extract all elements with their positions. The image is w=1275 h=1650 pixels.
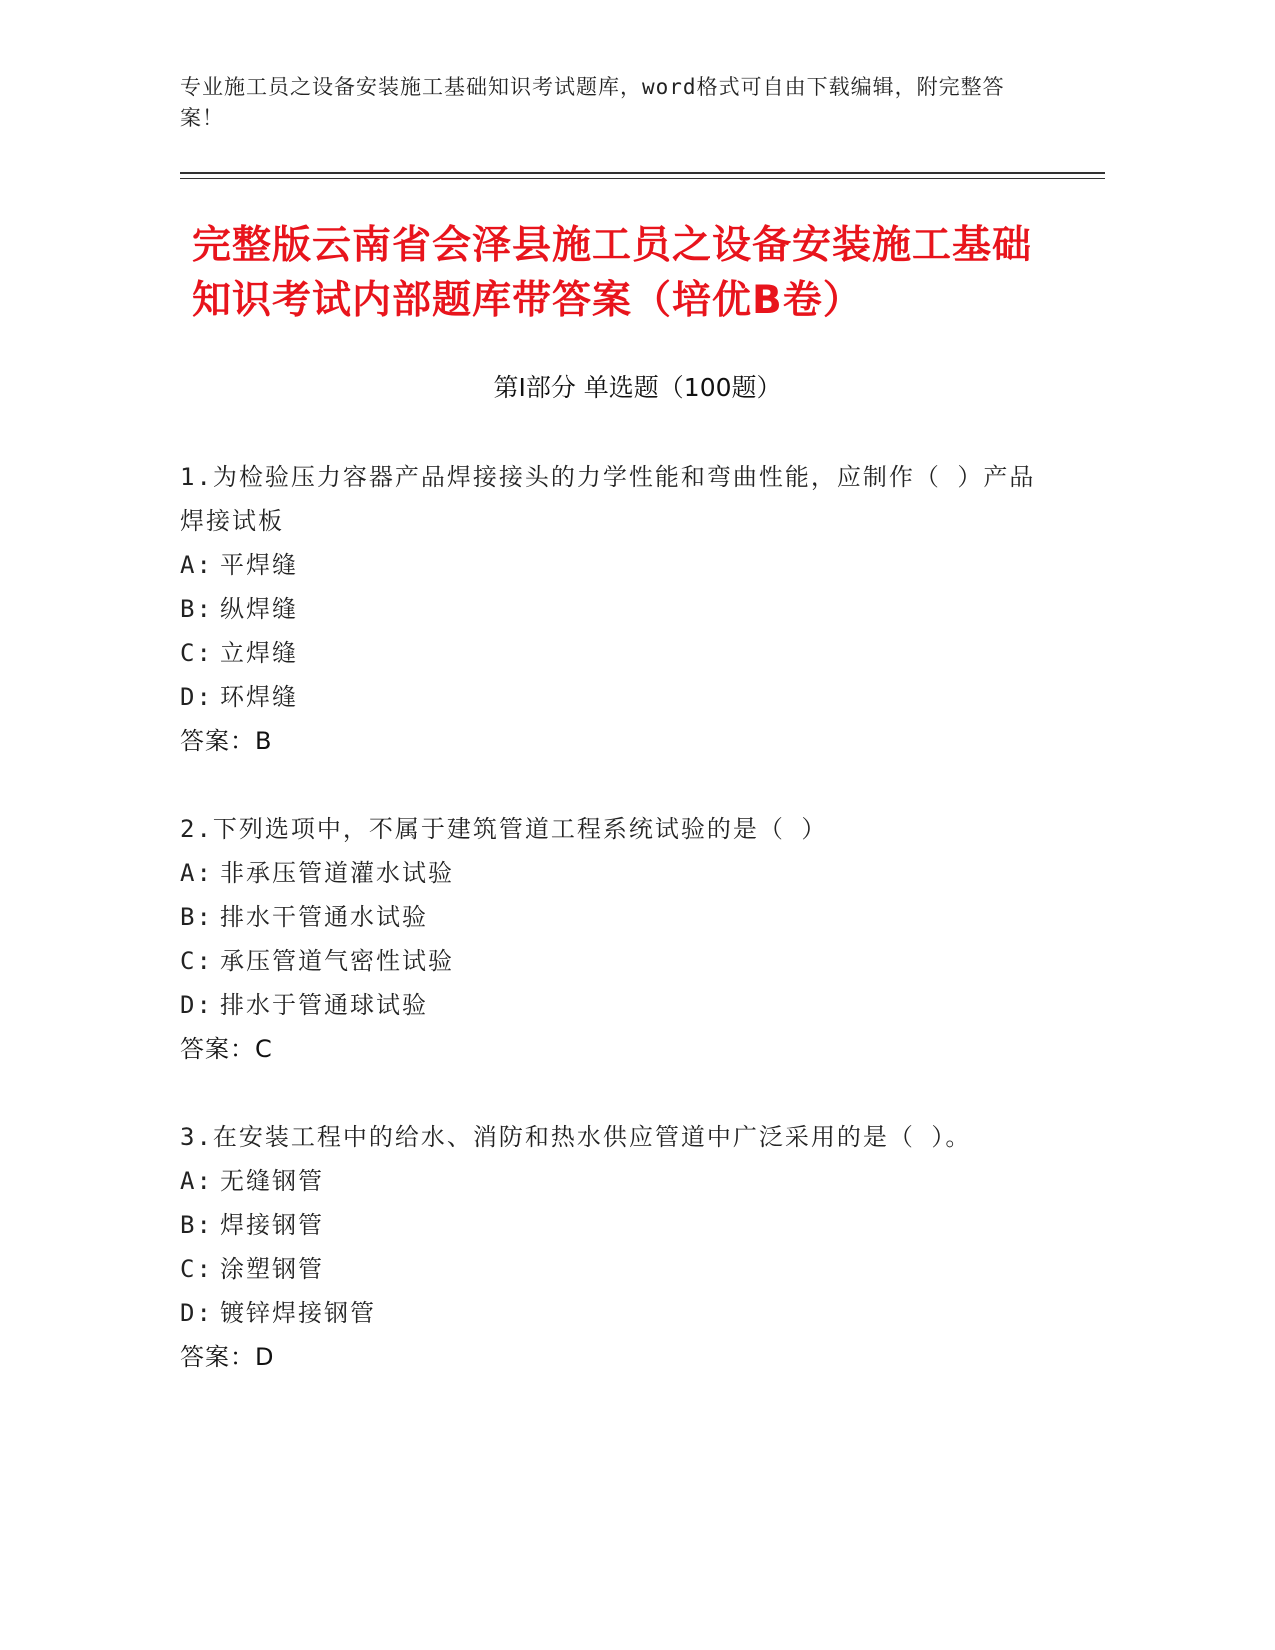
answer-line	[180, 1335, 1050, 1379]
header-divider-thin	[180, 178, 1105, 179]
answer-label: 答案：	[180, 727, 255, 755]
option-letter: D:	[180, 1299, 213, 1327]
option-b	[180, 1203, 1050, 1247]
option-letter: A:	[180, 859, 213, 887]
option-letter: C:	[180, 639, 213, 667]
answer-label: 答案：	[180, 1343, 255, 1371]
option-a	[180, 851, 1050, 895]
document-title: 完整版云南省会泽县施工员之设备安装施工基础知识考试内部题库带答案（培优B卷）	[192, 223, 1033, 323]
option-c	[180, 939, 1050, 983]
header-divider-thick	[180, 172, 1105, 174]
option-c	[180, 1247, 1050, 1291]
option-text: 承压管道气密性试验	[220, 947, 454, 975]
answer-value: C	[255, 1035, 273, 1063]
option-b	[180, 895, 1050, 939]
option-text: 排水干管通水试验	[220, 903, 428, 931]
question-3	[180, 1115, 1050, 1379]
question-stem: 1.为检验压力容器产品焊接接头的力学性能和弯曲性能，应制作（ ）产品焊接试板	[180, 463, 1036, 535]
question-stem: 3.在安装工程中的给水、消防和热水供应管道中广泛采用的是（ ）。	[180, 1123, 972, 1151]
option-letter: A:	[180, 551, 213, 579]
answer-value: D	[255, 1343, 275, 1371]
option-text: 非承压管道灌水试验	[220, 859, 454, 887]
option-a	[180, 543, 1050, 587]
question-list	[180, 455, 1050, 1423]
header-note: 专业施工员之设备安装施工基础知识考试题库，word格式可自由下载编辑，附完整答案！	[180, 75, 1005, 130]
option-letter: B:	[180, 1211, 213, 1239]
option-text: 环焊缝	[220, 683, 298, 711]
answer-line	[180, 719, 1050, 763]
option-letter: D:	[180, 683, 213, 711]
option-letter: C:	[180, 947, 213, 975]
question-2	[180, 807, 1050, 1071]
option-c	[180, 631, 1050, 675]
option-text: 镀锌焊接钢管	[220, 1299, 376, 1327]
option-text: 涂塑钢管	[220, 1255, 324, 1283]
option-text: 排水于管通球试验	[220, 991, 428, 1019]
option-d	[180, 1291, 1050, 1335]
option-letter: C:	[180, 1255, 213, 1283]
option-letter: B:	[180, 595, 213, 623]
option-d	[180, 675, 1050, 719]
option-a	[180, 1159, 1050, 1203]
option-text: 焊接钢管	[220, 1211, 324, 1239]
option-text: 平焊缝	[220, 551, 298, 579]
option-d	[180, 983, 1050, 1027]
option-b	[180, 587, 1050, 631]
option-text: 无缝钢管	[220, 1167, 324, 1195]
question-1	[180, 455, 1050, 763]
answer-line	[180, 1027, 1050, 1071]
question-stem: 2.下列选项中，不属于建筑管道工程系统试验的是（ ）	[180, 815, 828, 843]
section-heading: 第Ⅰ部分 单选题（100题）	[493, 373, 782, 402]
answer-value: B	[255, 727, 273, 755]
option-text: 纵焊缝	[220, 595, 298, 623]
option-letter: B:	[180, 903, 213, 931]
answer-label: 答案：	[180, 1035, 255, 1063]
option-letter: D:	[180, 991, 213, 1019]
option-letter: A:	[180, 1167, 213, 1195]
option-text: 立焊缝	[220, 639, 298, 667]
